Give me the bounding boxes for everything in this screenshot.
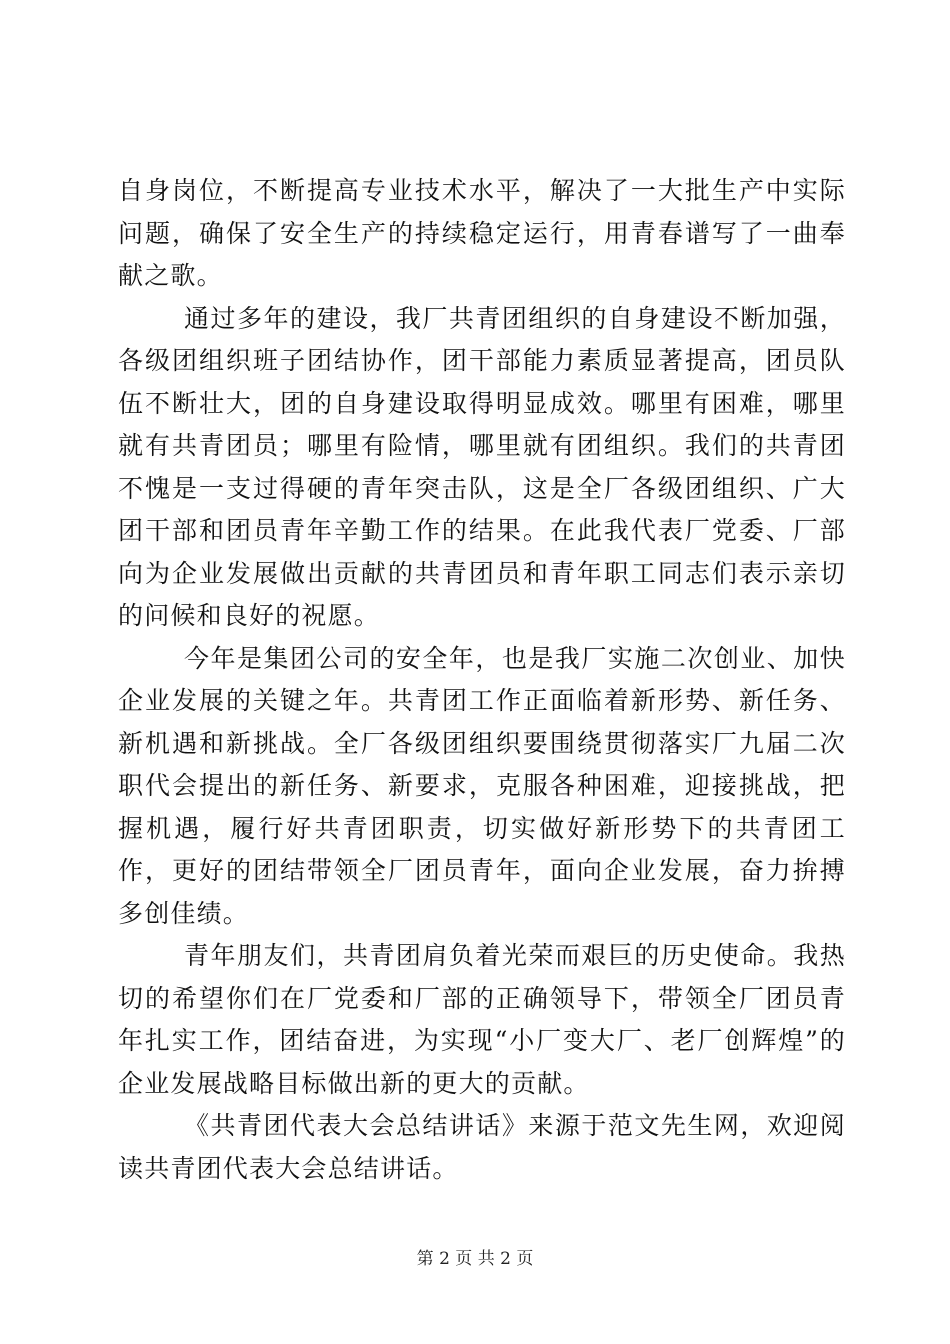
paragraph-organization-building: 通过多年的建设，我厂共青团组织的自身建设不断加强，各级团组织班子团结协作，团干部能力素质显著提高，团员队伍不断壮大，团的自身建设取得明显成效。哪里有困难，哪里就有共青团员；哪里有险情，哪里就有团组织。我们的共青团不愧是一支过得硬的青年突击队，这是全厂各级团组织、广大团干部和团员青年辛勤工作的结果。在此我代表厂党委、厂部向为企业发展做出贡献的共青团员和青年职工同志们表示亲切的问候和良好的祝愿。	[118, 303, 846, 630]
paragraph-source-note: 《共青团代表大会总结讲话》来源于范文先生网，欢迎阅读共青团代表大会总结讲话。	[118, 1111, 846, 1183]
document-body	[118, 170, 846, 1190]
paragraph-continuation: 自身岗位，不断提高专业技术水平，解决了一大批生产中实际问题，确保了安全生产的持续稳定运行，用青春谱写了一曲奉献之歌。	[118, 176, 846, 290]
paragraph-young-friends: 青年朋友们，共青团肩负着光荣而艰巨的历史使命。我热切的希望你们在厂党委和厂部的正确领导下，带领全厂团员青年扎实工作，团结奋进，为实现“小厂变大厂、老厂创辉煌”的企业发展战略目标做出新的更大的贡献。	[118, 941, 846, 1098]
page-footer: 第 2 页 共 2 页	[416, 1249, 534, 1269]
paragraph-this-year: 今年是集团公司的安全年，也是我厂实施二次创业、加快企业发展的关键之年。共青团工作正面临着新形势、新任务、新机遇和新挑战。全厂各级团组织要围绕贯彻落实厂九届二次职代会提出的新任务、新要求，克服各种困难，迎接挑战，把握机遇，履行好共青团职责，切实做好新形势下的共青团工作，更好的团结带领全厂团员青年，面向企业发展，奋力拚搏多创佳绩。	[118, 643, 846, 928]
